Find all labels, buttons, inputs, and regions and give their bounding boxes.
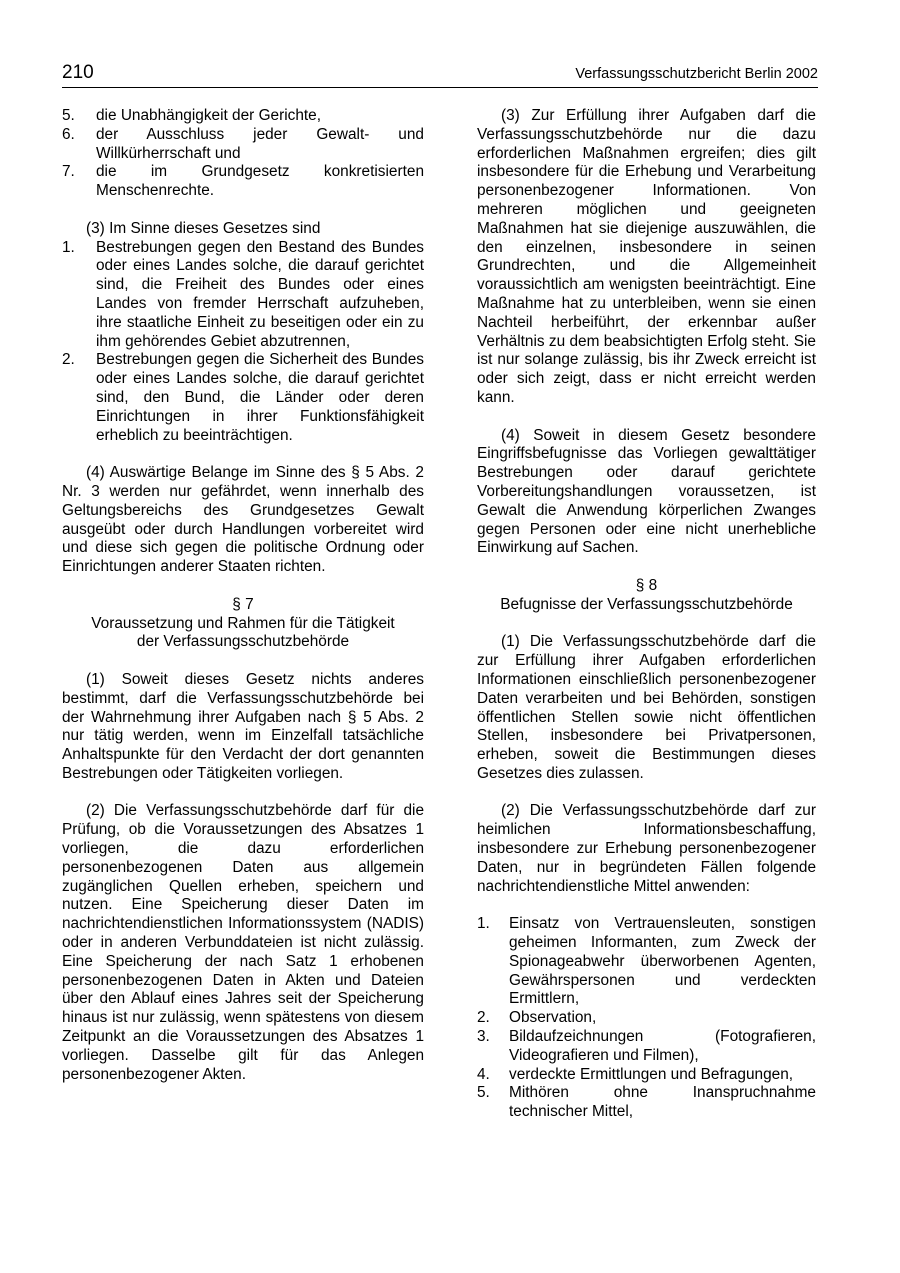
list-text: die im Grundgesetz konkretisierten Menschenrechte. <box>96 163 424 200</box>
section-8-title: Befugnisse der Verfassungsschutzbehörde <box>500 595 793 613</box>
section-7-abs4: (4) Soweit in diesem Gesetz besondere Eingriffsbefugnisse das Vorliegen gewalttätiger Bestrebungen oder darauf gerichtete Vorbereitungshandlungen voraussetzen, ist Gewalt die Anwendung körperlichen Zwanges gegen Personen oder eine nicht unerhebliche Einwirkung auf Sachen. <box>477 426 816 557</box>
section-7-title-line1: Voraussetzung und Rahmen für die Tätigkeit <box>91 614 395 632</box>
page-number: 210 <box>62 62 94 83</box>
section-7-abs1: (1) Soweit dieses Gesetz nichts anderes bestimmt, darf die Verfassungsschutzbehörde bei der Wahrnehmung ihrer Aufgaben nach § 5 Abs. 2 nur tätig werden, wenn im Einzelfall tatsächliche Anhaltspunkte für den Verdacht der dort genannten Bestrebungen oder Tätigkeiten vorliegen. <box>62 670 424 782</box>
list-item <box>477 1066 816 1085</box>
section-8-abs1: (1) Die Verfassungsschutzbehörde darf die zur Erfüllung ihrer Aufgaben erforderlichen Informationen einschließlich personenbezogener Daten verarbeiten und bei Behörden, sonstigen öffentlichen Stellen sowie nicht öffentlichen Stellen, insbesondere bei Privatpersonen, erheben, soweit die Bestimmungen dieses Gesetzes dies zulassen. <box>477 633 816 782</box>
list-number: 1. <box>477 915 490 933</box>
list-item <box>477 1084 816 1122</box>
list-item <box>62 107 424 126</box>
list-text: der Ausschluss jeder Gewalt- und Willkürherrschaft und <box>96 125 424 162</box>
list-text: Bildaufzeichnungen (Fotografieren, Videografieren und Filmen), <box>509 1028 816 1064</box>
section-7-number: § 7 <box>232 595 254 613</box>
list-number: 2. <box>477 1009 490 1027</box>
right-column <box>477 107 816 1122</box>
paragraph-abs4: (4) Auswärtige Belange im Sinne des § 5 Abs. 2 Nr. 3 werden nur gefährdet, wenn innerhalb des Geltungsbereichs des Grundgesetzes Gewalt ausgeübt oder durch Handlungen vorbereitet wird und diese sich gegen die politische Ordnung oder Einrichtungen anderer Staaten richten. <box>62 464 424 576</box>
left-column <box>62 107 424 1084</box>
list-text: verdeckte Ermittlungen und Befragungen, <box>509 1065 794 1083</box>
list-item <box>477 1009 816 1028</box>
list-text: Mithören ohne Inanspruchnahme technischer Mittel, <box>509 1084 816 1121</box>
section-8-abs2: (2) Die Verfassungsschutzbehörde darf zur heimlichen Informationsbeschaffung, insbesondere zur Erhebung personenbezogener Daten, nur in begründeten Fällen folgende nachrichtendienstliche Mittel anwenden: <box>477 802 816 895</box>
section-7-abs3: (3) Zur Erfüllung ihrer Aufgaben darf die Verfassungsschutzbehörde nur die dazu erforderlichen Maßnahmen ergreifen; dies gilt insbesondere für die Erhebung und Verarbeitung personenbezogener Informationen. Von mehreren möglichen und geeigneten Maßnahmen hat sie diejenige auszuwählen, die den einzelnen, insbesondere in seinen Grundrechten, und die Allgemeinheit voraussichtlich am wenigsten beeinträchtigt. Eine Maßnahme hat zu unterbleiben, wenn sie einen Nachteil herbeiführt, der erkennbar außer Verhältnis zu dem beabsichtigten Erfolg steht. Sie ist nur solange zulässig, bis ihr Zweck erreicht ist oder sich zeigt, dass er nicht erreicht werden kann. <box>477 107 816 406</box>
list-number: 2. <box>62 351 75 369</box>
list-text: die Unabhängigkeit der Gerichte, <box>96 107 322 124</box>
list-text: Observation, <box>509 1009 597 1027</box>
list-item <box>62 126 424 164</box>
section-7-abs2: (2) Die Verfassungsschutzbehörde darf für die Prüfung, ob die Voraussetzungen des Absatzes 1 vorliegen, die dazu erforderlichen personenbezogenen Daten aus allgemein zugänglichen Quellen erheben, speichern und nutzen. Eine Speicherung dieser Daten im nachrichtendienstlichen Informationssystem (NADIS) oder in anderen Verbunddateien ist nicht zulässig. Eine Speicherung der nach Satz 1 erhobenen personenbezogenen Daten in Akten und Dateien über den Ablauf eines Jahres seit der Speicherung hinaus ist nur zulässig, wenn spätestens von diesem Zeitpunkt an die Voraussetzungen des Absatzes 1 vorliegen. Dasselbe gilt für das Anlegen personenbezogener Akten. <box>62 802 424 1083</box>
list-number: 3. <box>477 1028 490 1046</box>
list-text: Bestrebungen gegen den Bestand des Bundes oder eines Landes solche, die darauf gerichtet sind, die Freiheit des Bundes oder eines Landes von fremder Herrschaft aufzuheben, ihre staatliche Einheit zu beseitigen oder ein zu ihm gehörendes Gebiet abzutrennen, <box>96 238 424 350</box>
list-number: 5. <box>62 107 75 124</box>
list-number: 4. <box>477 1065 490 1083</box>
list-item <box>62 239 424 352</box>
section-8-number: § 8 <box>635 576 658 594</box>
paragraph-abs3-intro: (3) Im Sinne dieses Gesetzes sind <box>86 219 321 237</box>
list-number: 1. <box>62 238 75 256</box>
list-number: 6. <box>62 125 75 143</box>
header-rule <box>62 87 818 88</box>
list-text: Einsatz von Vertrauensleuten, sonstigen geheimen Informanten, zum Zweck der Spionageabwehr überworbenen Agenten, Gewährspersonen und verdeckten Ermittlern, <box>509 915 816 1008</box>
list-item <box>62 351 424 445</box>
running-title: Verfassungsschutzbericht Berlin 2002 <box>575 66 818 82</box>
list-text: Bestrebungen gegen die Sicherheit des Bundes oder eines Landes solche, die darauf gerichtet sind, den Bund, die Länder oder deren Einrichtungen in ihrer Funktionsfähigkeit erheblich zu beeinträchtigen. <box>96 351 424 444</box>
list-item <box>477 915 816 1009</box>
list-item <box>62 163 424 201</box>
list-number: 5. <box>477 1084 490 1102</box>
list-item <box>477 1028 816 1066</box>
list-number: 7. <box>62 163 75 181</box>
section-7-title-line2: der Verfassungsschutzbehörde <box>136 633 350 651</box>
